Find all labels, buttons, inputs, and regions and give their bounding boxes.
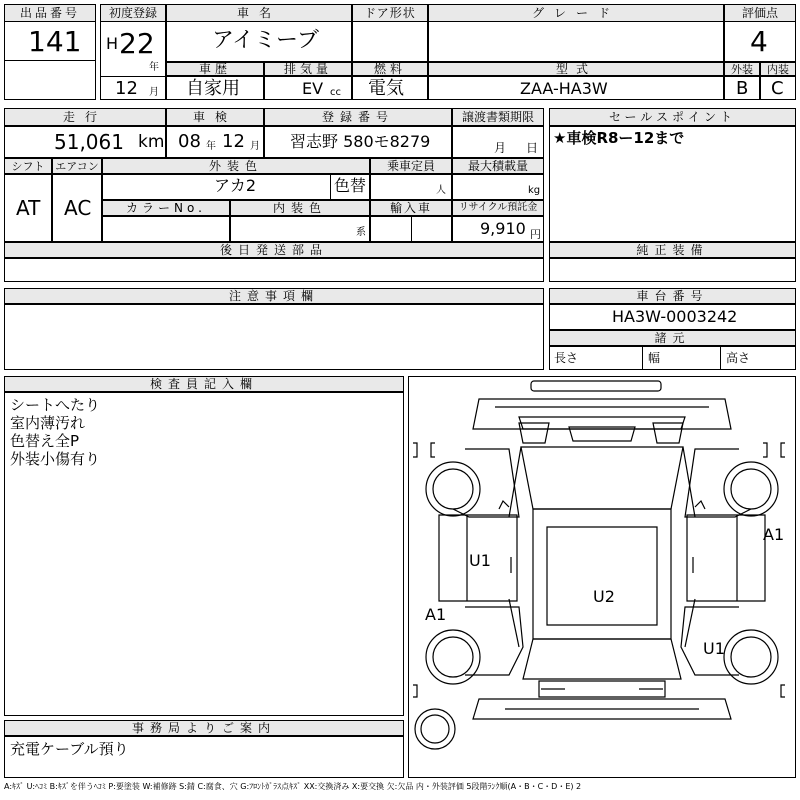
era-letter: H (106, 34, 119, 53)
interior-color-header: 内装色 (230, 200, 370, 216)
dimensions-header: 諸元 (549, 330, 796, 346)
registration-month: 12 (115, 78, 138, 99)
lot-number: 141 (28, 25, 82, 58)
score-value: 4 (750, 25, 768, 58)
shift-header: シフト (4, 158, 52, 174)
exterior-color-value: アカ2 (214, 176, 257, 195)
later-parts-header: 後日発送部品 (4, 242, 544, 258)
max-load-unit: kg (528, 185, 541, 196)
inspector-note: シートへたり (10, 396, 101, 414)
office-header: 事務局よりご案内 (4, 720, 404, 736)
displacement-unit: cc (330, 87, 341, 98)
displacement-value: EV (302, 79, 324, 98)
recycle-value: 9,910 (480, 219, 526, 238)
chassis-number-header: 車台番号 (549, 288, 796, 304)
length-label: 長さ (554, 351, 579, 365)
transfer-month-unit: 月 (494, 141, 507, 155)
registration-number-header: 登録番号 (264, 108, 452, 126)
width-label: 幅 (648, 351, 661, 365)
first-registration-header: 初度登録 (100, 4, 166, 22)
transfer-day-unit: 日 (526, 141, 539, 155)
genuine-equipment-header: 純正装備 (549, 242, 796, 258)
height-label: 高さ (726, 351, 751, 365)
inspector-note: 室内薄汚れ (10, 414, 86, 432)
chassis-number: HA3W-0003242 (612, 307, 738, 326)
mileage-header: 走行 (4, 108, 166, 126)
exterior-grade-header: 外装 (724, 62, 760, 76)
sales-point-text: ★車検R8ー12まで (553, 129, 685, 147)
model-value: ZAA-HA3W (520, 79, 608, 98)
exterior-grade: B (736, 78, 749, 99)
interior-grade-header: 内装 (760, 62, 796, 76)
inspection-header: 車検 (166, 108, 264, 126)
interior-grade: C (771, 78, 784, 99)
sales-point-header: セールスポイント (549, 108, 796, 126)
damage-mark: U1 (703, 639, 725, 658)
inspection-year: 08 (178, 131, 201, 152)
aircon-value: AC (64, 196, 92, 220)
inspector-header: 検査員記入欄 (4, 376, 404, 392)
capacity-header: 乗車定員 (370, 158, 452, 174)
registration-year: 22 (119, 27, 155, 60)
recycle-unit: 円 (530, 228, 541, 241)
capacity-unit: 人 (436, 185, 446, 196)
history-header: 車歴 (166, 62, 264, 76)
import-header: 輸入車 (370, 200, 452, 216)
transfer-deadline-header: 譲渡書類期限 (452, 108, 544, 126)
car-diagram (408, 376, 796, 778)
month-unit: 月 (149, 87, 159, 98)
mileage-value: 51,061 (54, 130, 124, 154)
lot-number-header: 出品番号 (4, 4, 96, 22)
legend: A:ｷｽﾞ U:ﾍｺﾐ B:ｷｽﾞを伴うﾍｺﾐ P:要塗装 W:補修跡 S:錆 C:腐食、穴 G:ﾌﾛﾝﾄｶﾞﾗｽ点ｷｽﾞ XX:交換済み X:要交換 欠:欠品 内・外装評価 5段階ﾗﾝｸ順(A・B・C・D・E) 2 (4, 782, 582, 791)
inspection-month-unit: 月 (250, 141, 260, 152)
mileage-unit: km (138, 132, 165, 152)
notes-box (4, 304, 544, 370)
fuel-value: 電気 (368, 78, 404, 99)
shift-value: AT (16, 196, 41, 220)
inspection-year-unit: 年 (206, 141, 216, 152)
history-value: 自家用 (186, 78, 240, 99)
car-name-header: 車名 (166, 4, 352, 22)
model-header: 型式 (428, 62, 724, 76)
damage-mark: U1 (469, 551, 491, 570)
fuel-header: 燃料 (352, 62, 428, 76)
door-type-header: ドア形状 (352, 4, 428, 22)
notes-header: 注意事項欄 (4, 288, 544, 304)
car-name: アイミーブ (212, 28, 319, 53)
inspector-note: 色替え全P (10, 432, 80, 450)
year-unit: 年 (149, 62, 159, 73)
color-no-header: カラーNo. (102, 200, 230, 216)
color-change-mark: 色替 (334, 176, 367, 195)
aircon-header: エアコン (52, 158, 102, 174)
displacement-header: 排気量 (264, 62, 352, 76)
damage-mark: A1 (763, 525, 785, 544)
max-load-header: 最大積載量 (452, 158, 544, 174)
grade-header: グレード (428, 4, 724, 22)
inspector-note: 外装小傷有り (10, 450, 101, 468)
score-header: 評価点 (724, 4, 796, 22)
interior-color-unit: 系 (356, 227, 366, 238)
damage-mark: A1 (425, 605, 447, 624)
registration-number: 習志野 580モ8279 (290, 132, 431, 151)
inspection-month: 12 (222, 131, 245, 152)
damage-mark: U2 (593, 587, 615, 606)
exterior-color-header: 外装色 (102, 158, 370, 174)
office-note: 充電ケーブル預り (10, 740, 129, 758)
recycle-header: リサイクル預託金 (452, 200, 544, 216)
